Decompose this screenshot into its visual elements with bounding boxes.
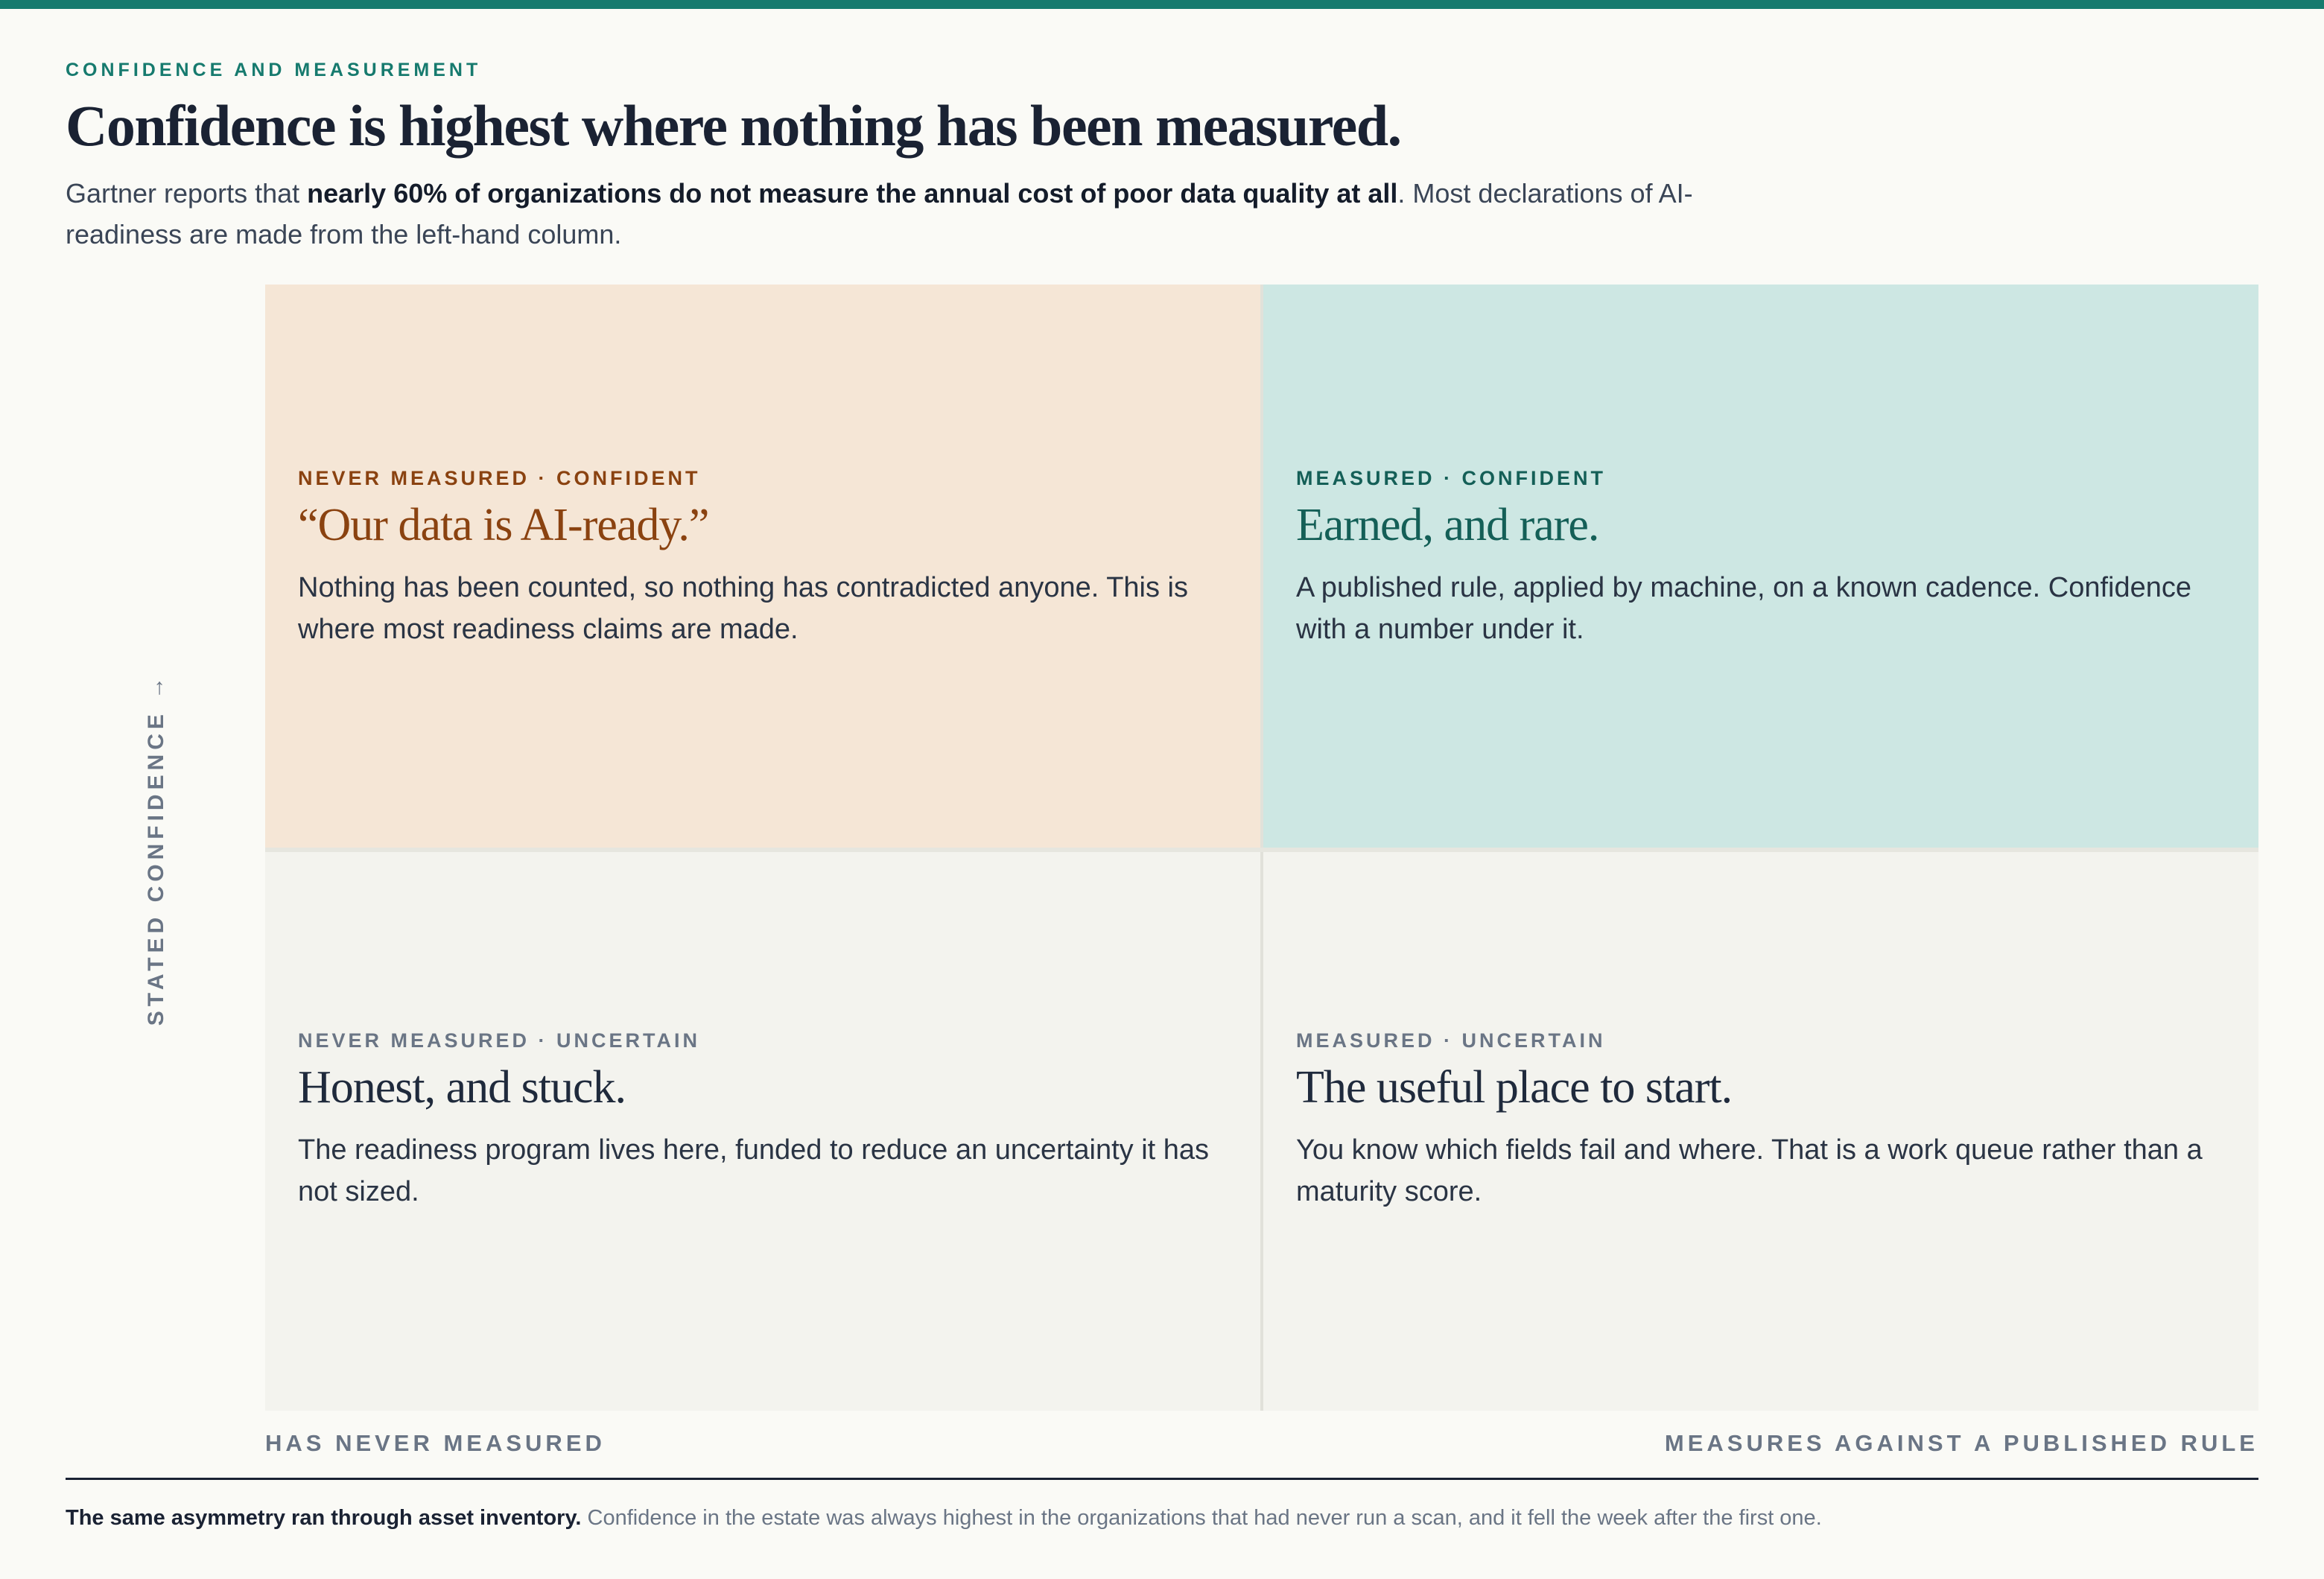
quadrant-heading: Earned, and rare.	[1296, 500, 1599, 550]
quadrant-heading: Honest, and stuck.	[298, 1062, 626, 1113]
quadrant-heading: “Our data is AI-ready.”	[298, 500, 709, 550]
quadrant-label: MEASURED · CONFIDENT	[1296, 467, 1606, 489]
lede-before: Gartner reports that	[66, 178, 308, 209]
top-accent-rule	[0, 0, 2324, 9]
footnote-bold: The same asymmetry ran through asset inventory.	[66, 1506, 582, 1530]
x-axis-right-label: MEASURES AGAINST A PUBLISHED RULE	[1664, 1430, 2258, 1456]
matrix-horizontal-divider	[265, 848, 2258, 852]
lede-after: . Most declarations of AI-readiness are made from the left-hand column.	[66, 178, 1693, 250]
page-title: Confidence is highest where nothing has been measured.	[66, 93, 1401, 158]
footnote	[66, 1506, 2258, 1531]
quadrant-label: NEVER MEASURED · CONFIDENT	[298, 467, 701, 489]
quadrant-measured-uncertain	[1263, 852, 2258, 1411]
quadrant-heading: The useful place to start.	[1296, 1062, 1733, 1113]
lede-bold: nearly 60% of organizations do not measure the annual cost of poor data quality at all	[307, 178, 1398, 209]
x-axis-left-label: HAS NEVER MEASURED	[265, 1430, 606, 1456]
quadrant-label: NEVER MEASURED · UNCERTAIN	[298, 1029, 701, 1052]
quadrant-never-measured-confident	[265, 285, 1260, 848]
y-axis-label: STATED CONFIDENCE →	[144, 672, 168, 1026]
quadrant-measured-confident	[1263, 285, 2258, 848]
quadrant-never-measured-uncertain	[265, 852, 1260, 1411]
quadrant-text: The readiness program lives here, funded to reduce an uncertainty it has not sized.	[298, 1134, 1210, 1207]
quadrant-text: Nothing has been counted, so nothing has contradicted anyone. This is where most readiness claims are made.	[298, 572, 1188, 645]
lede-paragraph	[66, 173, 1794, 255]
eyebrow: CONFIDENCE AND MEASUREMENT	[66, 60, 482, 80]
quadrant-label: MEASURED · UNCERTAIN	[1296, 1029, 1606, 1052]
quadrant-text: You know which fields fail and where. That is a work queue rather than a maturity score.	[1296, 1134, 2203, 1207]
footer-divider	[66, 1478, 2258, 1480]
confidence-matrix	[265, 285, 2258, 1411]
quadrant-text: A published rule, applied by machine, on a known cadence. Confidence with a number under it.	[1296, 572, 2192, 645]
footnote-text: Confidence in the estate was always highest in the organizations that had never run a scan, and it fell the week after the first one.	[581, 1506, 1822, 1530]
